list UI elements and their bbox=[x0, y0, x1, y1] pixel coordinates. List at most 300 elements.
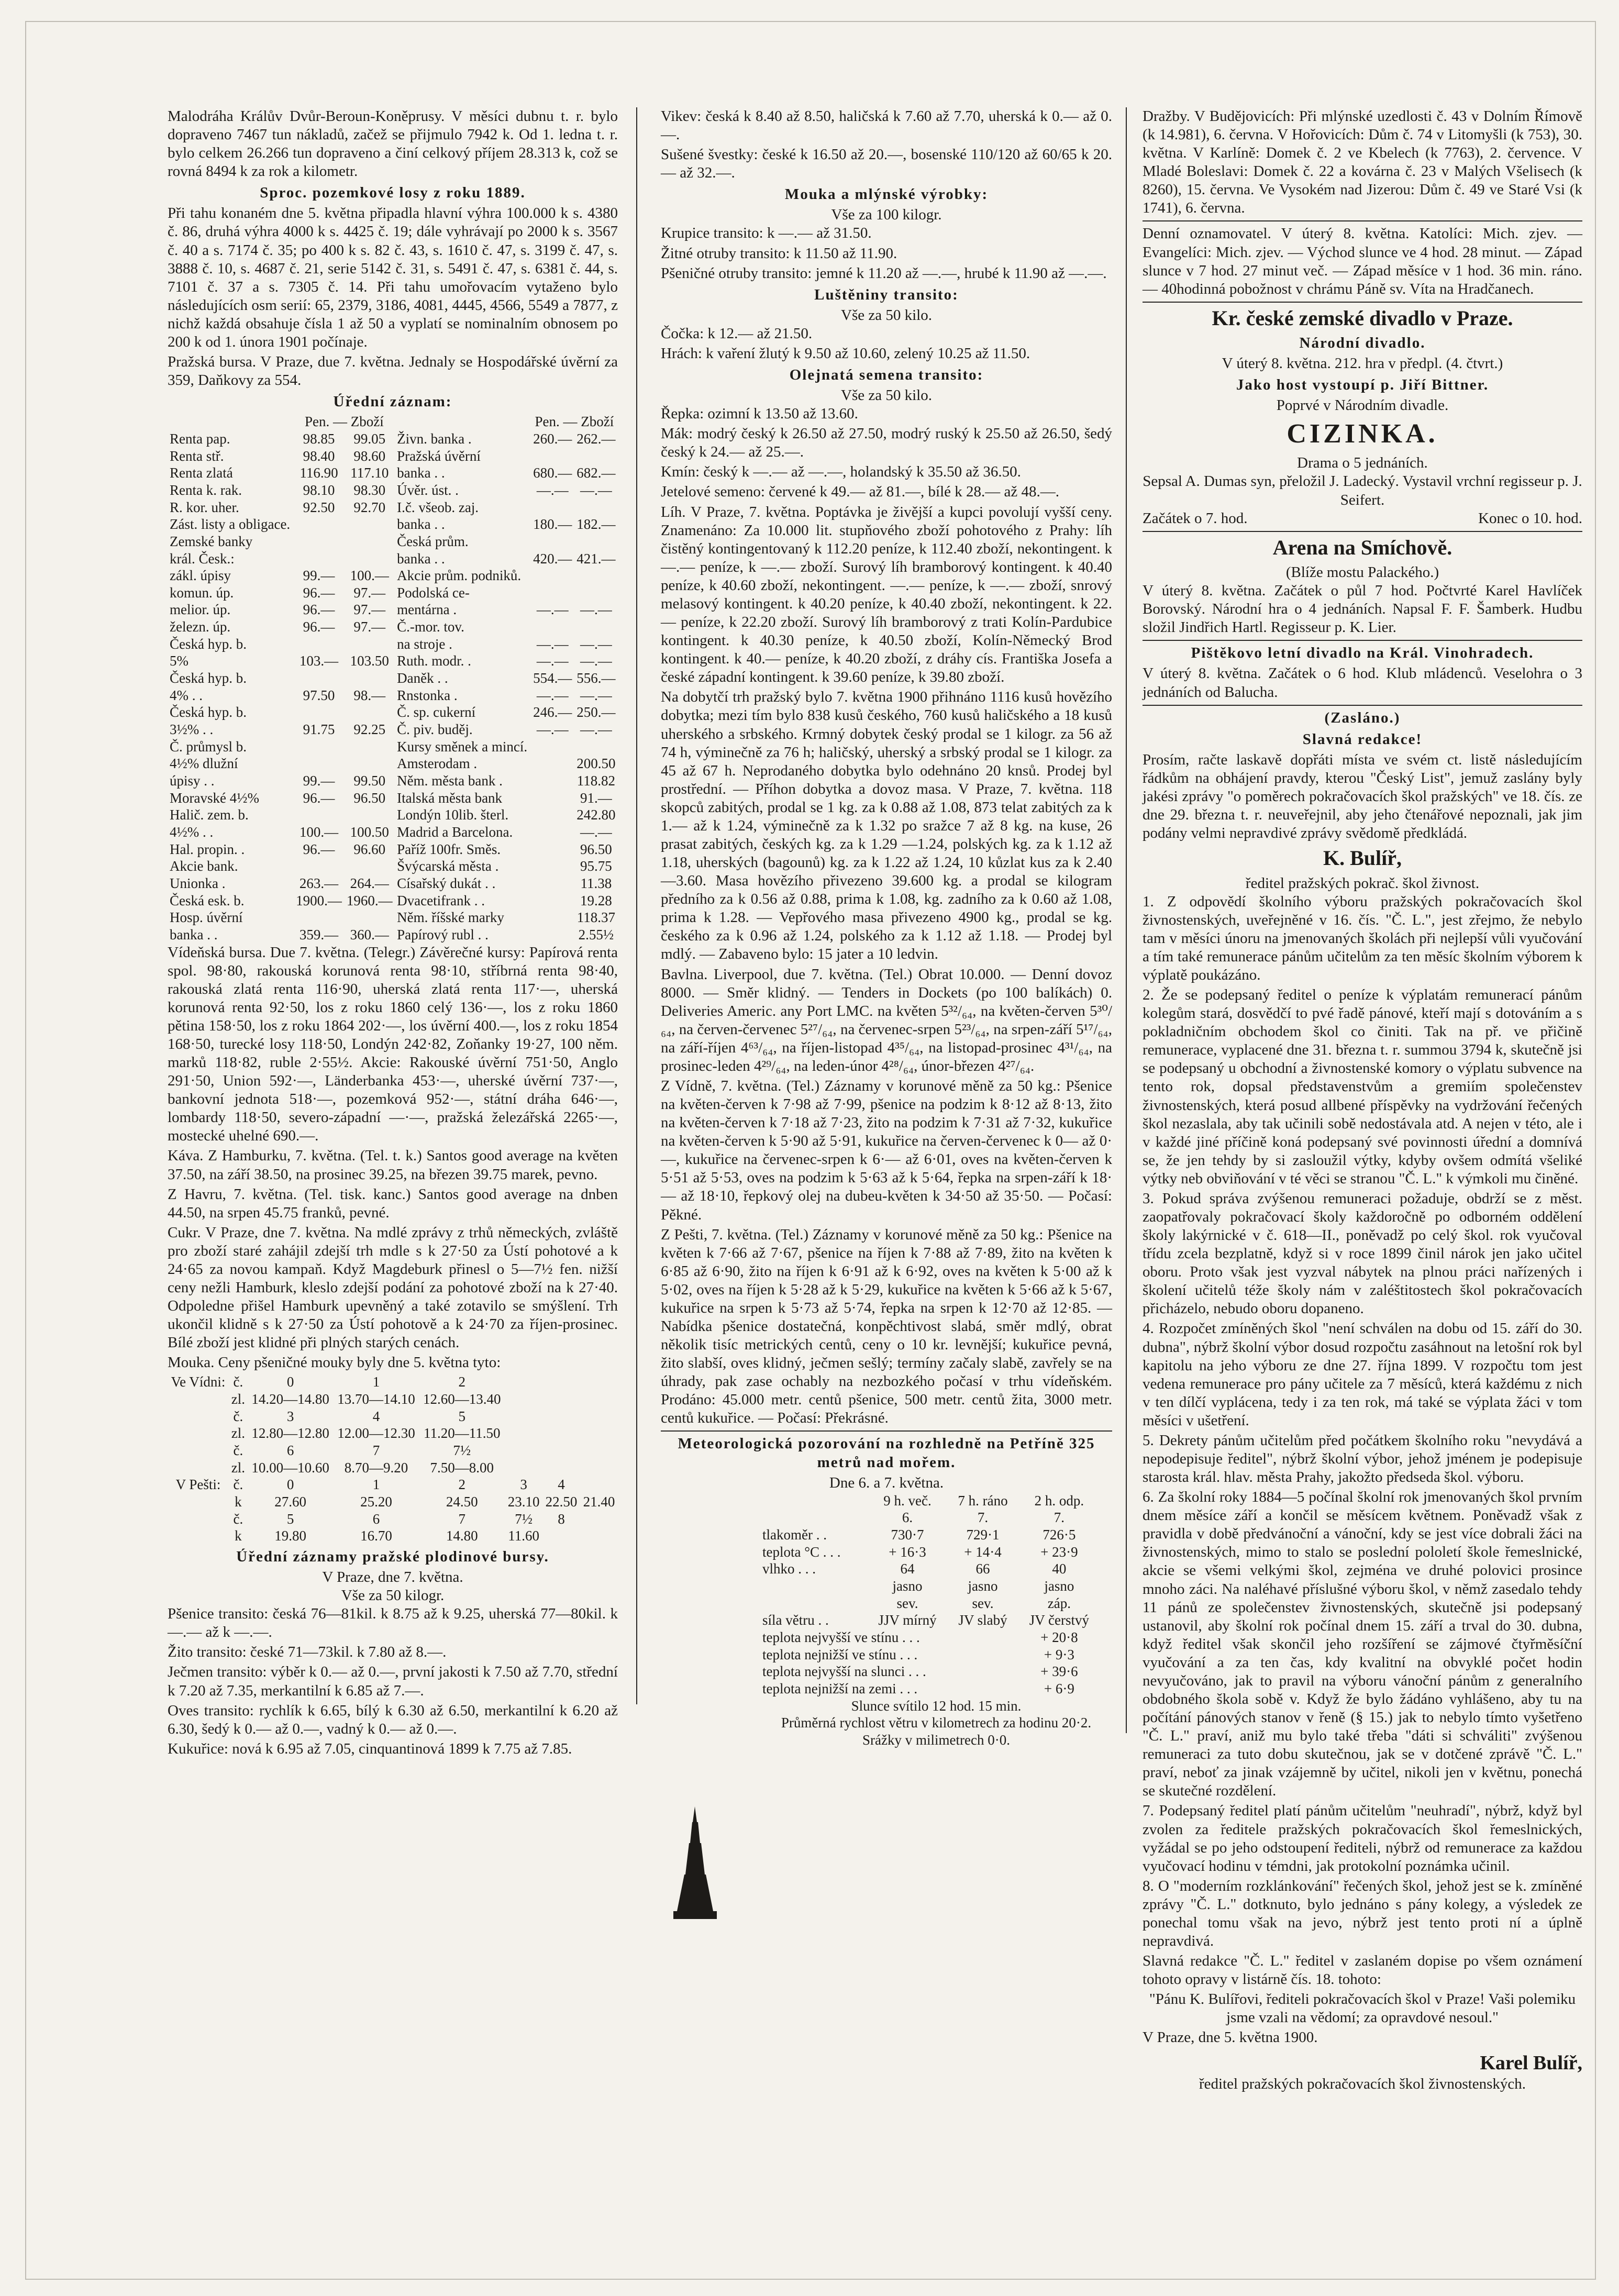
theatre-date: V úterý 8. května. 212. hra v předpl. (4. čtvrt.) bbox=[1222, 355, 1503, 372]
table-cell: Č. piv. buděj. bbox=[397, 722, 473, 738]
unit-note: Vše za 100 kilogr. bbox=[831, 206, 942, 224]
article-havre: Z Havru, 7. května. (Tel. tisk. kanc.) Santos good average na dnben 44.50, na srpen 45.75 franků, pevné. bbox=[168, 1185, 618, 1221]
table-cell: č. bbox=[233, 1511, 243, 1527]
met-col: 7. bbox=[977, 1510, 989, 1526]
table-row bbox=[168, 1459, 618, 1477]
table-cell bbox=[531, 567, 574, 584]
table-row bbox=[168, 533, 618, 550]
table-cell: 5% bbox=[170, 653, 188, 669]
table-cell: 554.— bbox=[533, 670, 572, 686]
table-cell: 21.40 bbox=[583, 1493, 615, 1510]
letter-signature-title: ředitel pražských pokračovacích škol živnostenských. bbox=[1199, 2076, 1526, 2093]
table-cell bbox=[294, 636, 345, 653]
table-cell: 91.75 bbox=[303, 722, 335, 738]
table-cell: teplota °C . . . bbox=[762, 1544, 841, 1560]
price-jetelove-semeno: Jetelové semeno: červené k 49.— až 81.—, bílé k 28.— až 48.—. bbox=[661, 483, 1060, 501]
table-cell: —.— bbox=[536, 636, 569, 652]
table-cell: 23.10 bbox=[507, 1493, 540, 1510]
table-cell: banka . . bbox=[397, 516, 445, 533]
play-times bbox=[1143, 509, 1582, 528]
table-cell: 11.60 bbox=[508, 1528, 539, 1544]
table-cell: 12.00—12.30 bbox=[337, 1425, 415, 1441]
table-cell: 421.— bbox=[576, 550, 616, 567]
price-svestky: Sušené švestky: české k 16.50 až 20.—, bosenské 110/120 až 60/65 k 20.— až 32.—. bbox=[661, 146, 1112, 182]
letter-date: V Praze, dne 5. května 1900. bbox=[1143, 2029, 1318, 2046]
table-cell: 96.— bbox=[303, 584, 335, 601]
table-cell: 99.50 bbox=[353, 773, 386, 789]
price-jecmen: Ječmen transito: výběr k 0.— až 0.—, první jakosti k 7.50 až 7.70, střední k 7.20 až 7.35, merkantilní k 6.85 až 7.—. bbox=[168, 1663, 618, 1699]
table-cell: + 23·9 bbox=[1040, 1544, 1078, 1560]
table-cell: 359.— bbox=[299, 926, 339, 942]
table-cell: Něm. říšské marky bbox=[397, 909, 504, 926]
table-cell: R. kor. uher. bbox=[170, 499, 239, 515]
table-cell: —.— bbox=[580, 482, 612, 498]
price-krupice: Krupice transito: k —.— až 31.50. bbox=[661, 225, 872, 242]
table-cell: banka . . bbox=[397, 465, 445, 481]
table-cell: 260.— bbox=[533, 430, 572, 447]
table-cell: Italská města bank bbox=[397, 790, 503, 806]
table-row bbox=[168, 806, 618, 824]
table-cell: Č. průmysl b. bbox=[170, 738, 247, 755]
table-cell: 420.— bbox=[533, 550, 572, 567]
article-dobytci-trh: Na dobytčí trh pražský bylo 7. května 1900 přihnáno 1116 kusů hovězího dobytka; mezi tím bylo 838 kusů českého, 760 kusů haličského a 18 kusů uherského a srbského. Krmný dobytek český prodal se 1 kilogr. za 56 až 74 h, výminečně za 76 h; haličský, uherský a srbský prodal se 1 kilogr. za 45 až 67 h. Neprodaného dobytka bylo odehnáno 20 knsů. Prodej byl prostřední. — Příhon dobytka a dovoz masa. V Praze, 7. května. 118 skopců zabitých, prodal se 1 kg. za k 0.88 až 1.08, 873 telat zabitých za k 1.— až k 1.24, výminečně za k 1.32 po sražce 7 až 8 kg. na kuse, 26 prasat zabitých, českých kg. za k 1.29 —1.24, polských kg. za k 1.12 až 1.18, uherských (bagounů) kg. za k 1.22 až 1.24, 10 kůzlat kus za k 2.40—3.60. Masa hovězího přivezeno 39.600 kg. a prodal se kilogram předního za k 0.56 až 0.88, prima k 1.08, kg. zadního za k 0.60 až 1.08, prima k 1.28. — Vepřového masa přivezeno 4900 kg., prodal se kg. českého za k 0.96 až 1.24, polského za k 1.12 až 1.18. — Prodej byl mdlý. — Zabaveno bylo: 15 jater a 10 ledvin. bbox=[661, 689, 1112, 963]
table-cell: 103.50 bbox=[350, 653, 389, 669]
table-cell: JJV mírný bbox=[878, 1612, 937, 1628]
table-row bbox=[168, 790, 618, 807]
table-row bbox=[168, 1476, 618, 1493]
table-cell bbox=[344, 516, 395, 533]
table-cell: + 39·6 bbox=[1040, 1663, 1078, 1680]
table-cell: záp. bbox=[1047, 1595, 1071, 1611]
table-cell: 180.— bbox=[533, 516, 572, 533]
exchange-rate-table bbox=[168, 413, 618, 943]
table-cell: 116.90 bbox=[300, 465, 338, 481]
price-hrach: Hrách: k vaření žlutý k 9.50 až 10.60, zelený 10.25 až 11.50. bbox=[661, 345, 1030, 362]
table-cell bbox=[574, 584, 618, 602]
table-cell: 24.50 bbox=[446, 1493, 478, 1510]
table-row bbox=[168, 482, 618, 499]
price-psenice: Pšenice transito: česká 76—81kil. k 8.75 až k 9.25, uherská 77—80kil. k —.— až k —.—. bbox=[168, 1605, 618, 1641]
price-psenicne-otruby: Pšeničné otruby transito: jemné k 11.20 až —.—, hrubé k 11.90 až —.—. bbox=[661, 264, 1107, 282]
met-wind-average: Průměrná rychlost větru v kilometrech za hodinu 20·2. bbox=[781, 1715, 1092, 1731]
table-row bbox=[168, 567, 618, 584]
table-row bbox=[168, 499, 618, 516]
table-cell: —.— bbox=[580, 687, 612, 703]
column-right bbox=[1143, 107, 1582, 2093]
price-oves: Oves transito: rychlík k 6.65, bílý k 6.30 až 6.50, merkantilní k 6.20 až 6.30, šedý k 0.— až 0.—, vadný k 0.— až 0.—. bbox=[168, 1702, 618, 1737]
table-cell bbox=[505, 1459, 542, 1477]
table-cell: 7½ bbox=[515, 1511, 533, 1527]
table-row bbox=[168, 772, 618, 790]
column-rule bbox=[1126, 107, 1127, 1733]
table-cell: —.— bbox=[580, 636, 612, 652]
heading-lusteniny: Luštěniny transito: bbox=[814, 286, 959, 303]
table-cell: 7 bbox=[458, 1511, 465, 1527]
table-cell: 64 bbox=[900, 1561, 915, 1577]
table-cell: 22.50 bbox=[545, 1493, 578, 1510]
table-cell: —.— bbox=[536, 482, 569, 498]
table-row bbox=[168, 1442, 618, 1459]
article-bavlna: Bavlna. Liverpool, due 7. května. (Tel.) Obrat 10.000. — Denní dovoz 8000. — Směr klidný. — Tenders in Dockets (po 100 balíkách) 0. Deliveries Americ. any Port LMC. na květen 5³²/₆₄, na květen-červen 5³⁰/₆₄, na červen-červenec 5²⁷/₆₄, na červenec-srpen 5²³/₆₄, na srpen-září 5¹⁷/₆₄, na září-říjen 4⁶³/₆₄, na říjen-listopad 4³⁵/₆₄, na listopad-prosinec 4³¹/₆₄, na prosinec-leden 4²⁹/₆₄, na leden-únor 4²⁸/₆₄, únor-březen 4²⁷/₆₄. bbox=[661, 966, 1112, 1074]
table-row bbox=[168, 464, 618, 482]
table-cell: Renta zlatá bbox=[170, 465, 233, 481]
table-cell: 7.50—8.00 bbox=[430, 1459, 494, 1476]
letter-paragraph: 1. Z odpovědí školního výboru pražských pokračovacích škol živnostenských, uveřejněné v 16. čís. "Č. L.", jest zřejmo, že nebylo tam v měsíci únoru na jmenovaných školách při nejlepší vůli vyučování a tím také remunerace pánům učitelům za ten měsíc školním výborem k výplatě poukázáno. bbox=[1143, 893, 1582, 983]
table-cell: + 16·3 bbox=[889, 1544, 926, 1560]
table-row bbox=[168, 909, 618, 926]
table-cell bbox=[344, 909, 395, 926]
table-cell: Akcie prům. podniků. bbox=[397, 568, 522, 584]
table-cell: Zást. listy a obligace. bbox=[170, 516, 291, 533]
table-row bbox=[760, 1560, 1101, 1578]
table-cell: I.č. všeob. zaj. bbox=[397, 499, 479, 515]
table-row bbox=[168, 926, 618, 944]
table-cell: teplota nejnižší na zemi . . . bbox=[762, 1680, 918, 1696]
table-cell: 95.75 bbox=[580, 858, 612, 874]
table-cell: 3 bbox=[286, 1408, 294, 1424]
table-cell bbox=[168, 1459, 229, 1477]
table-cell: tlakoměr . . bbox=[762, 1527, 827, 1543]
letter-paragraph: 6. Za školní roky 1884—5 počínal školní rok jmenovaných škol prvním dnem měsíce září a končil se měsícem květnem. Poněvadž však z pravidla v době předvánoční a vánoční, kdy se jest více dobrali žáci na živnostenských, mimo to stalo se poslední pololetí škole řemeslnické, akcie se všemi velkými škol, zejména ve druhé polovici prosince mnoho záci. Na naléhavé příslušné výboru škol, v němž zasedalo tehdy 11 pánů ze společenstev živnostenských, skutečně jsi podepsaný ustanovil, aby školní rok počínal dnem 15. září a trval do 30. dubna, když ředitel však skončil jeho rozšíření se zájmové čtyřměsíční vyučování a za ten čas, kdy kvalitní na obvyklé počet hodin nevyučováno, jak to pravil na výboru vánoční pánům z generalního obdobného škola sobě v. Když že bylo žádáno vyhlášeno, aby tu na počítání pánových stanov v řeně (§ 15.) jak to nebylo tímto vyšetřeno "Č. L." praví, aniž mu bylo také třeba "dáti si schváliti" zvýšenou remuneraci za tuto dobu skutečnou, jak se v dotčené zprávě "Č. L." praví, neboť za jinak vzájemně by učitel, nikoli jen v květnu, ponechá se skutečné rozdělení. bbox=[1143, 1489, 1582, 1800]
table-cell: 3½% . . bbox=[170, 722, 214, 738]
table-cell: —.— bbox=[536, 653, 569, 669]
table-cell bbox=[168, 1408, 229, 1425]
table-cell: 729·1 bbox=[966, 1527, 1000, 1543]
letter-paragraph: 7. Podepsaný ředitel platí pánům učitelům "neuhradí", nýbrž, když byl zvolen za ředitele pražských pokračovacích škol řemeslnických, vyžádal se po jeho odstoupení řediteli, nýbrž od remunerace za každou vyučovací hodinu v témdni, jak protokolní poznámka učinil. bbox=[1143, 1802, 1582, 1874]
table-cell bbox=[505, 1408, 542, 1425]
table-cell: Dvacetifrank . . bbox=[397, 892, 485, 908]
exchange-rate-rows bbox=[168, 430, 618, 944]
table-cell: Česká prům. bbox=[397, 533, 469, 549]
table-cell bbox=[294, 858, 345, 875]
theatre-first-time: Poprvé v Národním divadle. bbox=[1276, 397, 1449, 414]
table-cell: železn. úp. bbox=[170, 619, 231, 635]
table-cell: 100.50 bbox=[350, 824, 389, 840]
table-cell: Moravské 4½% bbox=[170, 790, 259, 806]
table-cell: Císařský dukát . . bbox=[397, 875, 496, 891]
article-denni-oznamovatel: Denní oznamovatel. V úterý 8. května. Katolíci: Mich. zjev. — Evangelíci: Mich. zjev. — Východ slunce ve 4 hod. 28 minut. — Západ slunce v 7 hod. 27 minut več. — Západ měsíce v 1 hod. 36 min. ráno. — 40hodinná pobožnost v chrámu Páně sv. Víta na Hradčanech. bbox=[1143, 225, 1582, 297]
met-col: 2 h. odp. bbox=[1034, 1492, 1084, 1509]
table-row bbox=[168, 550, 618, 568]
table-cell bbox=[168, 1511, 229, 1528]
table-cell: 98.60 bbox=[353, 448, 386, 464]
table-cell bbox=[168, 1527, 229, 1545]
table-cell: 2.55½ bbox=[578, 926, 614, 942]
article-losy: Při tahu konaném dne 5. května připadla hlavní výhra 100.000 k s. 4380 č. 86, druhá výhra 4000 k s. 4425 č. 19; dále vyhrávají po 2000 k s. 3567 č. 40 a s. 7174 č. 35; po 400 k s. 82 č. 43, s. 1610 č. 47, s. 3199 č. 47, s. 3888 č. 10, s. 4687 č. 21, serie 5142 č. 31, s. 5491 č. 47, s. 6381 č. 44, s. 7101 č. 37 a s. 7305 č. 14. Při tahu umořovacím vytaženo bylo následujících osm serií: 65, 2379, 3186, 4081, 4445, 4566, 5549 a 7877, z nichž každá obsahuje čísla 1 až 50 a vyplatí se nominalním obnosem po 200 k od 1. února 1901 počínaje. bbox=[168, 205, 618, 350]
table-row bbox=[760, 1629, 1101, 1646]
table-cell: Akcie bank. bbox=[170, 858, 238, 874]
table-cell: 97.— bbox=[353, 584, 386, 601]
table-cell: úpisy . . bbox=[170, 773, 215, 789]
table-row bbox=[168, 636, 618, 653]
table-cell: V Pešti: bbox=[175, 1477, 221, 1493]
table-cell: 8.70—9.20 bbox=[344, 1459, 408, 1476]
table-cell: 11.20—11.50 bbox=[423, 1425, 501, 1441]
table-cell: melior. úp. bbox=[170, 602, 231, 618]
dateline: V Praze, dne 7. května. bbox=[322, 1569, 463, 1586]
table-cell: 99.— bbox=[303, 773, 335, 789]
table-cell: 96.— bbox=[303, 619, 335, 635]
table-cell: 556.— bbox=[576, 670, 616, 686]
play-genre: Drama o 5 jednáních. bbox=[1297, 454, 1428, 472]
table-cell bbox=[344, 636, 395, 653]
divider bbox=[1143, 220, 1582, 221]
table-row bbox=[168, 875, 618, 892]
table-cell: 730·7 bbox=[891, 1527, 924, 1543]
table-cell bbox=[294, 533, 345, 550]
table-cell: banka . . bbox=[170, 926, 218, 942]
table-cell: Londýn 10lib. šterl. bbox=[397, 807, 509, 823]
theatre-subtitle: Národní divadlo. bbox=[1299, 335, 1426, 352]
table-cell bbox=[531, 875, 574, 892]
table-cell: 16.70 bbox=[360, 1528, 392, 1544]
price-zito: Žito transito: české 71—73kil. k 7.80 až 8.—. bbox=[168, 1644, 447, 1661]
table-cell: král. Česk.: bbox=[170, 550, 235, 567]
table-cell: Renta stř. bbox=[170, 448, 224, 464]
column-rule bbox=[636, 107, 637, 1704]
table-cell: 1 bbox=[372, 1374, 380, 1390]
article-z-pesti: Z Pešti, 7. května. (Tel.) Záznamy v korunové měně za 50 kg.: Pšenice na květen k 7·66 až 7·67, pšenice na říjen k 7·88 až 7·89, žito na květen k 6·85 až 6·90, žito na říjen k 6·91 až k 6·92, oves na květen k 5·00 až k 5·02, oves na říjen k 5·28 až k 5·29, kukuřice na květen k 5·66 až k 5·67, kukuřice na srpen k 5·73 až 5·74, řepka na srpen k 12·70 až 12·85. — Nabídka pšenice dostatečná, konpěchtivost slabá, směr mdlý, obrat několik tisíc metrických centů, ceny o 10 kr. levnější; kukuřice pevná, žito slabší, oves klidný, ječmen sešlý; termíny začaly slabě, zavřely se na úhrady, pak zase ochably na nezbozkého počasí v trhu vídeňském. Prodáno: 45.000 metr. centů pšenice, 500 metr. centů žita, 3000 metr. centů kukuřice. — Počasí: Překrásné. bbox=[661, 1226, 1112, 1427]
table-cell: 1900.— bbox=[296, 892, 342, 908]
met-col: 9 h. več. bbox=[883, 1492, 932, 1509]
table-cell: 14.20—14.80 bbox=[251, 1391, 329, 1407]
table-cell: 3 bbox=[520, 1477, 527, 1493]
table-cell: Č. sp. cukerní bbox=[397, 704, 476, 720]
table-cell: + 9·3 bbox=[1044, 1646, 1074, 1662]
table-cell: zákl. úpisy bbox=[170, 568, 231, 584]
table-cell: Zemské banky bbox=[170, 533, 253, 549]
table-cell: Kursy směnek a mincí. bbox=[397, 738, 528, 755]
article-drazby: Dražby. V Budějovicích: Při mlýnské uzedlosti č. 43 v Dolním Římově (k 14.981), 6. června. V Hořovicích: Dům č. 74 v Litomyšli (k 753), 30. května. V Karlíně: Domek č. 2 ve Kbelech (k 7763), 2. července. V Mladé Boleslavi: Domek č. 22 a kovárna č. 23 v Malých Všelisech (k 8260), 15. června. Ve Vysokém nad Jizerou: Dům č. 49 ve Staré Vsi (k 1741), 6. června. bbox=[1143, 108, 1582, 217]
table-cell bbox=[531, 772, 574, 790]
table-cell: Madrid a Barcelona. bbox=[397, 824, 513, 840]
heading-mouka-vyrobky: Mouka a mlýnské výrobky: bbox=[784, 186, 989, 203]
table-cell: Podolská ce- bbox=[397, 584, 470, 601]
table-row bbox=[760, 1680, 1101, 1698]
table-row bbox=[168, 430, 618, 448]
table-cell: Halič. zem. b. bbox=[170, 807, 249, 823]
letter-author-heading: K. Bulíř, bbox=[1323, 846, 1402, 870]
table-cell: 0 bbox=[286, 1374, 294, 1390]
table-cell: Amsterodam . bbox=[397, 756, 478, 772]
table-cell: vlhko . . . bbox=[762, 1561, 816, 1577]
play-credits: Sepsal A. Dumas syn, přeložil J. Ladecký. Vystavil vrchní regisseur p. J. Seifert. bbox=[1143, 473, 1582, 508]
table-cell: 118.37 bbox=[576, 909, 616, 926]
table-cell bbox=[294, 704, 345, 721]
table-cell: zl. bbox=[231, 1425, 245, 1441]
table-cell bbox=[531, 841, 574, 858]
letter-author-title: ředitel pražských pokrač. škol živnost. bbox=[1245, 874, 1480, 892]
table-cell: + 20·8 bbox=[1040, 1629, 1078, 1645]
divider bbox=[1143, 531, 1582, 532]
table-cell: 4 bbox=[558, 1477, 565, 1493]
table-cell: Rnstonka . bbox=[397, 687, 458, 703]
table-cell: 97.— bbox=[353, 602, 386, 618]
letter-paragraph: Prosím, račte laskavě dopřáti místa ve svém ct. listě následujícím řádkům na obhájení pravdy, kterou "Český List", jemuž zaslány byly jakési zprávy "o poměrech pokračovacích škol pražských" ve 18. čís. ze dne 29. března t. r. neuveřejnil, aby jeho čtenářové nepoznali, jak jim podány velmi nepravdivé zprávy svědomě předkládá. bbox=[1143, 751, 1582, 842]
table-row bbox=[168, 1493, 618, 1511]
table-cell: jasno bbox=[892, 1578, 923, 1594]
table-cell: 96.— bbox=[303, 602, 335, 618]
price-kukurice: Kukuřice: nová k 6.95 až 7.05, cinquantinová 1899 k 7.75 až 7.85. bbox=[168, 1740, 572, 1757]
table-cell: Papírový rubl . . bbox=[397, 926, 489, 942]
letter-paragraph: 8. O "moderním rozklánkování" řečených škol, jehož jest se k. zmíněné zprávy "Č. L." dotknuto, bylo jednáno s pány kolegy, a výsledek ze ponechal tomu však na jevo, nýbrž jest tento proti ní a úplně nepravdivá. bbox=[1143, 1877, 1582, 1950]
table-row bbox=[760, 1595, 1101, 1612]
weather-rows bbox=[760, 1526, 1101, 1629]
table-cell bbox=[531, 858, 574, 875]
price-vikev: Vikev: česká k 8.40 až 8.50, haličská k 7.60 až 7.70, uherská k 0.— až 0.—. bbox=[661, 108, 1112, 143]
price-kmin: Kmín: český k —.— až —.—, holandský k 35.50 až 36.50. bbox=[661, 463, 1021, 481]
table-row bbox=[168, 1527, 618, 1545]
table-cell bbox=[168, 1442, 229, 1459]
table-cell: 98.85 bbox=[303, 430, 335, 447]
table-cell: č. bbox=[233, 1477, 243, 1493]
table-cell bbox=[344, 550, 395, 568]
article-z-vidne: Z Vídně, 7. května. (Tel.) Záznamy v korunové měně za 50 kg.: Pšenice na květen-červen k 7·98 až 7·99, pšenice na podzim k 8·12 až 8·13, žito na květen-červen k 7·18 až 7·23, žito na podzim k 7·31 až 7·32, kukuřice na květen-červen k 5·90 až 5·91, kukuřice na červen-červenec k 0— až 0·—, kukuřice na červenec-srpen k 6·— až 6·01, oves na květen-červen k 5·51 až 5·53, oves na podzim k 5·63 až k 5·64, řepka na srpen-září k 18·— až 18·10, řepkový olej na dubeu-květen k 34·50 až 35·50. — Počasí: Pěkné. bbox=[661, 1077, 1112, 1223]
table-cell: zl. bbox=[231, 1459, 245, 1476]
arena-programme: V úterý 8. května. Začátek o půl 7 hod. Počtvrté Karel Havlíček Borovský. Národní hra o 4 jednáních. Napsal F. F. Šamberk. Hudbu složil Jindřich Hartl. Regisseur p. K. Lier. bbox=[1143, 582, 1582, 636]
article-prazska-bursa: Pražská bursa. V Praze, due 7. května. Jednaly se Hospodářské úvěrní za 359, Daňkovy za 554. bbox=[168, 353, 618, 389]
letter-paragraph: Slavná redakce "Č. L." ředitel v zaslaném dopise po všem oznámení tohoto opravy v listárně čís. 18. tohoto: bbox=[1143, 1953, 1582, 1988]
table-cell: 19.28 bbox=[580, 892, 612, 908]
table-cell: 360.— bbox=[350, 926, 389, 942]
table-cell: 2 bbox=[458, 1374, 465, 1390]
table-cell: 103.— bbox=[299, 653, 339, 669]
table-cell bbox=[294, 806, 345, 824]
table-cell: č. bbox=[233, 1443, 243, 1459]
table-cell bbox=[294, 755, 345, 772]
letter-quote: "Pánu K. Bulířovi, řediteli pokračovacích škol v Praze! Vaši polemiku jsme vzali na vědomí; za opravdové nesoul." bbox=[1149, 1991, 1576, 2026]
table-row bbox=[760, 1544, 1101, 1561]
table-cell: 10.00—10.60 bbox=[251, 1459, 329, 1476]
table-cell: Paříž 100fr. Směs. bbox=[397, 841, 501, 857]
letter-signature: Karel Bulíř, bbox=[1480, 2051, 1582, 2074]
table-cell bbox=[531, 499, 574, 516]
table-cell: k bbox=[235, 1493, 242, 1510]
table-row bbox=[168, 1391, 618, 1408]
zaslano-label: (Zasláno.) bbox=[1324, 709, 1401, 726]
table-cell: 6 bbox=[372, 1511, 380, 1527]
table-cell: 5 bbox=[458, 1408, 465, 1424]
table-cell: 0 bbox=[286, 1477, 294, 1493]
table-cell: 7 bbox=[372, 1443, 380, 1459]
table-cell: 97.50 bbox=[303, 687, 335, 703]
table-cell: 96.50 bbox=[353, 790, 386, 806]
letter-paragraph: 5. Dekrety pánům učitelům před počátkem školního roku "nevydává a nepodepisuje ředitel", nýbrž školní výbor, jehož jménem je podepisuje starosta král. hlav. města Prahy, jakožto předseda škol. výboru. bbox=[1143, 1432, 1582, 1486]
table-cell: 40 bbox=[1052, 1561, 1067, 1577]
table-cell: —.— bbox=[536, 602, 569, 618]
table-cell: Česká hyp. b. bbox=[170, 704, 247, 720]
table-cell: 12.80—12.80 bbox=[251, 1425, 329, 1441]
table-cell bbox=[574, 618, 618, 636]
table-row bbox=[168, 755, 618, 772]
play-end: Konec o 10. hod. bbox=[1478, 509, 1582, 527]
table-cell bbox=[294, 550, 345, 568]
heading-pozemkove-losy: Sproc. pozemkové losy z roku 1889. bbox=[260, 184, 526, 202]
table-head: Pen. — Zboží bbox=[535, 414, 614, 430]
table-cell: Česká hyp. b. bbox=[170, 636, 247, 652]
table-cell: 99.— bbox=[303, 568, 335, 584]
table-cell: Č.-mor. tov. bbox=[397, 619, 464, 635]
table-cell: sev. bbox=[896, 1595, 918, 1611]
table-cell: 118.82 bbox=[576, 773, 616, 789]
table-cell bbox=[505, 1425, 542, 1442]
table-row bbox=[168, 824, 618, 841]
table-cell: Daněk . . bbox=[397, 670, 448, 686]
table-cell: teplota nejnižší ve stínu . . . bbox=[762, 1646, 918, 1662]
flour-price-table bbox=[168, 1373, 618, 1545]
table-cell: 98.10 bbox=[303, 482, 335, 498]
table-cell: 246.— bbox=[533, 704, 572, 720]
table-cell: 264.— bbox=[350, 875, 389, 891]
letter-paragraph: 4. Rozpočet zmíněných škol "není schválen na dobu od 15. září do 30. dubna", nýbrž školní výbor dosud rozpočtu zasáhnout na letošní rok byl kapitolu na jeho výboru ze dne 27. října 1899. V rozpočtu tom jest vedena remunerace pro pány učitele za 7 měsíců, která každému z nich v ten dílčí vyplácena, tedy i za ten rok, má také se výplata žáci v tom měsíci v ušetření. bbox=[1143, 1320, 1582, 1429]
table-cell: + 14·4 bbox=[964, 1544, 1002, 1560]
letter-salutation: Slavná redakce! bbox=[1302, 730, 1423, 748]
divider bbox=[1143, 640, 1582, 641]
met-date: Dne 6. a 7. května. bbox=[829, 1474, 944, 1491]
article-malodraha: Malodráha Králův Dvůr-Beroun-Koněprusy. V měsíci dubnu t. r. bylo dopraveno 7467 tun nákladů, začež se přijmulo 7942 k. Od 1. ledna t. r. bylo celkem 26.266 tun dopraveno a činí celkový příjem 28.313 k, což se rovná 8494 k za rok a kilometr. bbox=[168, 108, 618, 180]
table-cell bbox=[760, 1578, 867, 1595]
article-kava: Káva. Z Hamburku, 7. května. (Tel. t. k.) Santos good average na květen 37.50, na září 38.50, na prosinec 39.25, na březen 39.75 marek, pevno. bbox=[168, 1147, 618, 1183]
table-row bbox=[168, 1373, 618, 1391]
table-cell: 2 bbox=[458, 1477, 465, 1493]
table-cell: jasno bbox=[968, 1578, 998, 1594]
table-cell: 98.— bbox=[353, 687, 386, 703]
table-row bbox=[168, 738, 618, 756]
table-cell: 99.05 bbox=[353, 430, 386, 447]
table-cell: 680.— bbox=[533, 465, 572, 481]
heading-uredni-zaznam: Úřední záznam: bbox=[333, 393, 452, 411]
table-cell bbox=[531, 824, 574, 841]
arena-title: Arena na Smíchově. bbox=[1272, 535, 1452, 559]
play-start: Začátek o 7. hod. bbox=[1143, 509, 1248, 527]
met-col: 6. bbox=[902, 1510, 913, 1526]
table-row bbox=[168, 516, 618, 533]
table-cell: 4½% dlužní bbox=[170, 756, 238, 772]
table-row bbox=[168, 1425, 618, 1442]
heading-plodinova-bursa: Úřední záznamy pražské plodinové bursy. bbox=[236, 1548, 549, 1565]
table-row bbox=[168, 841, 618, 858]
table-cell bbox=[531, 738, 574, 756]
met-sunshine: Slunce svítilo 12 hod. 15 min. bbox=[851, 1698, 1022, 1714]
table-cell: Ve Vídni: bbox=[171, 1374, 226, 1390]
table-cell: 182.— bbox=[576, 516, 616, 533]
table-row bbox=[168, 892, 618, 909]
table-cell: Česká esk. b. bbox=[170, 892, 245, 908]
table-row bbox=[168, 448, 618, 465]
table-cell bbox=[531, 806, 574, 824]
table-cell bbox=[344, 858, 395, 875]
table-cell bbox=[505, 1391, 542, 1408]
table-row bbox=[760, 1526, 1101, 1544]
article-cukr: Cukr. V Praze, dne 7. května. Na mdlé zprávy z trhů německých, zvláště pro zboží staré zahájil zdejší trh mdle s k 27·50 za Ústí pohotové a k 24·65 za novou kampaň. Když Magdeburk přinesl o 5—7½ fen. nižší ceny nežli Hamburk, kleslo zdejší podání za pohotové zboží na k 27·40. Odpoledne přišel Hamburk upevněný a také zotavilo se smýšlení. Trh ukončil klidně s k 27·50 za Ústí pohotově a k 24·70 za říjen-prosinec. Bílé zboží jest klidné při plných starých cenách. bbox=[168, 1224, 618, 1351]
table-cell: 250.— bbox=[576, 704, 616, 720]
unit-note: Vše za 50 kilo. bbox=[841, 387, 932, 404]
table-cell: banka . . bbox=[397, 550, 445, 567]
table-row bbox=[168, 858, 618, 875]
table-cell bbox=[531, 533, 574, 550]
weather-extremes bbox=[760, 1629, 1101, 1698]
table-cell: 66 bbox=[975, 1561, 990, 1577]
table-cell bbox=[574, 499, 618, 516]
article-lih: Líh. V Praze, 7. května. Poptávka je živější a kupci povolují vyšší ceny. Znamenáno: Za 10.000 lit. stupňového zboží pohotového z Prahy: líh čistěný kontingentovaný k 112.20 peníze, k 112.40 zboží, nekontingent. k —.— peníze, k —.— zboží. Surový líh bramborový kontingent. k 40.40 peníze, k 40.60 zboží, nekontingent. —.— peníze, k —.— zboží, snrový melasový kontingent. k 40.20 peníze, k 40.40 zboží, nekontingent. k 22.— peníze, k 22.20 zboží. Surový líh bramborový z trati Kolín-Pardubice kontingent. k 40.30 peníze, k 40.50 zboží, Kolín-Německý Brod kontingent. k 40.— peníze, k 40.20 zboží, z dráhy cís. Františka Josefa a české západní kontingent. k 39.60 peníze, k 39.80 zboží. bbox=[661, 503, 1112, 686]
table-cell: 98.40 bbox=[303, 448, 335, 464]
table-cell: 96.— bbox=[303, 790, 335, 806]
table-cell bbox=[168, 1493, 229, 1511]
article-mouka: Mouka. Ceny pšeničné mouky byly dne 5. května tyto: bbox=[168, 1354, 501, 1371]
letter-paragraph: 3. Pokud správa zvýšenou remuneraci požaduje, obdrží se z měst. zaopatřovaly pokračovací školy každoročně po odborném oddělení školy lakýrnické v č. 618—II., poněvadž po celý škol. rok vyučoval třídu zcela bezplatně, když si v roce 1899 činil nárok jen jako učitel oboru. Proto však jest vyzval nábytek na plnou práci nařízených i školení učitelů téže školy nám v zaléštitostech škol pokračovacích přicházelo, nebudo oboru dopaneno. bbox=[1143, 1190, 1582, 1317]
met-col: 7. bbox=[1054, 1510, 1064, 1526]
table-cell bbox=[294, 738, 345, 756]
